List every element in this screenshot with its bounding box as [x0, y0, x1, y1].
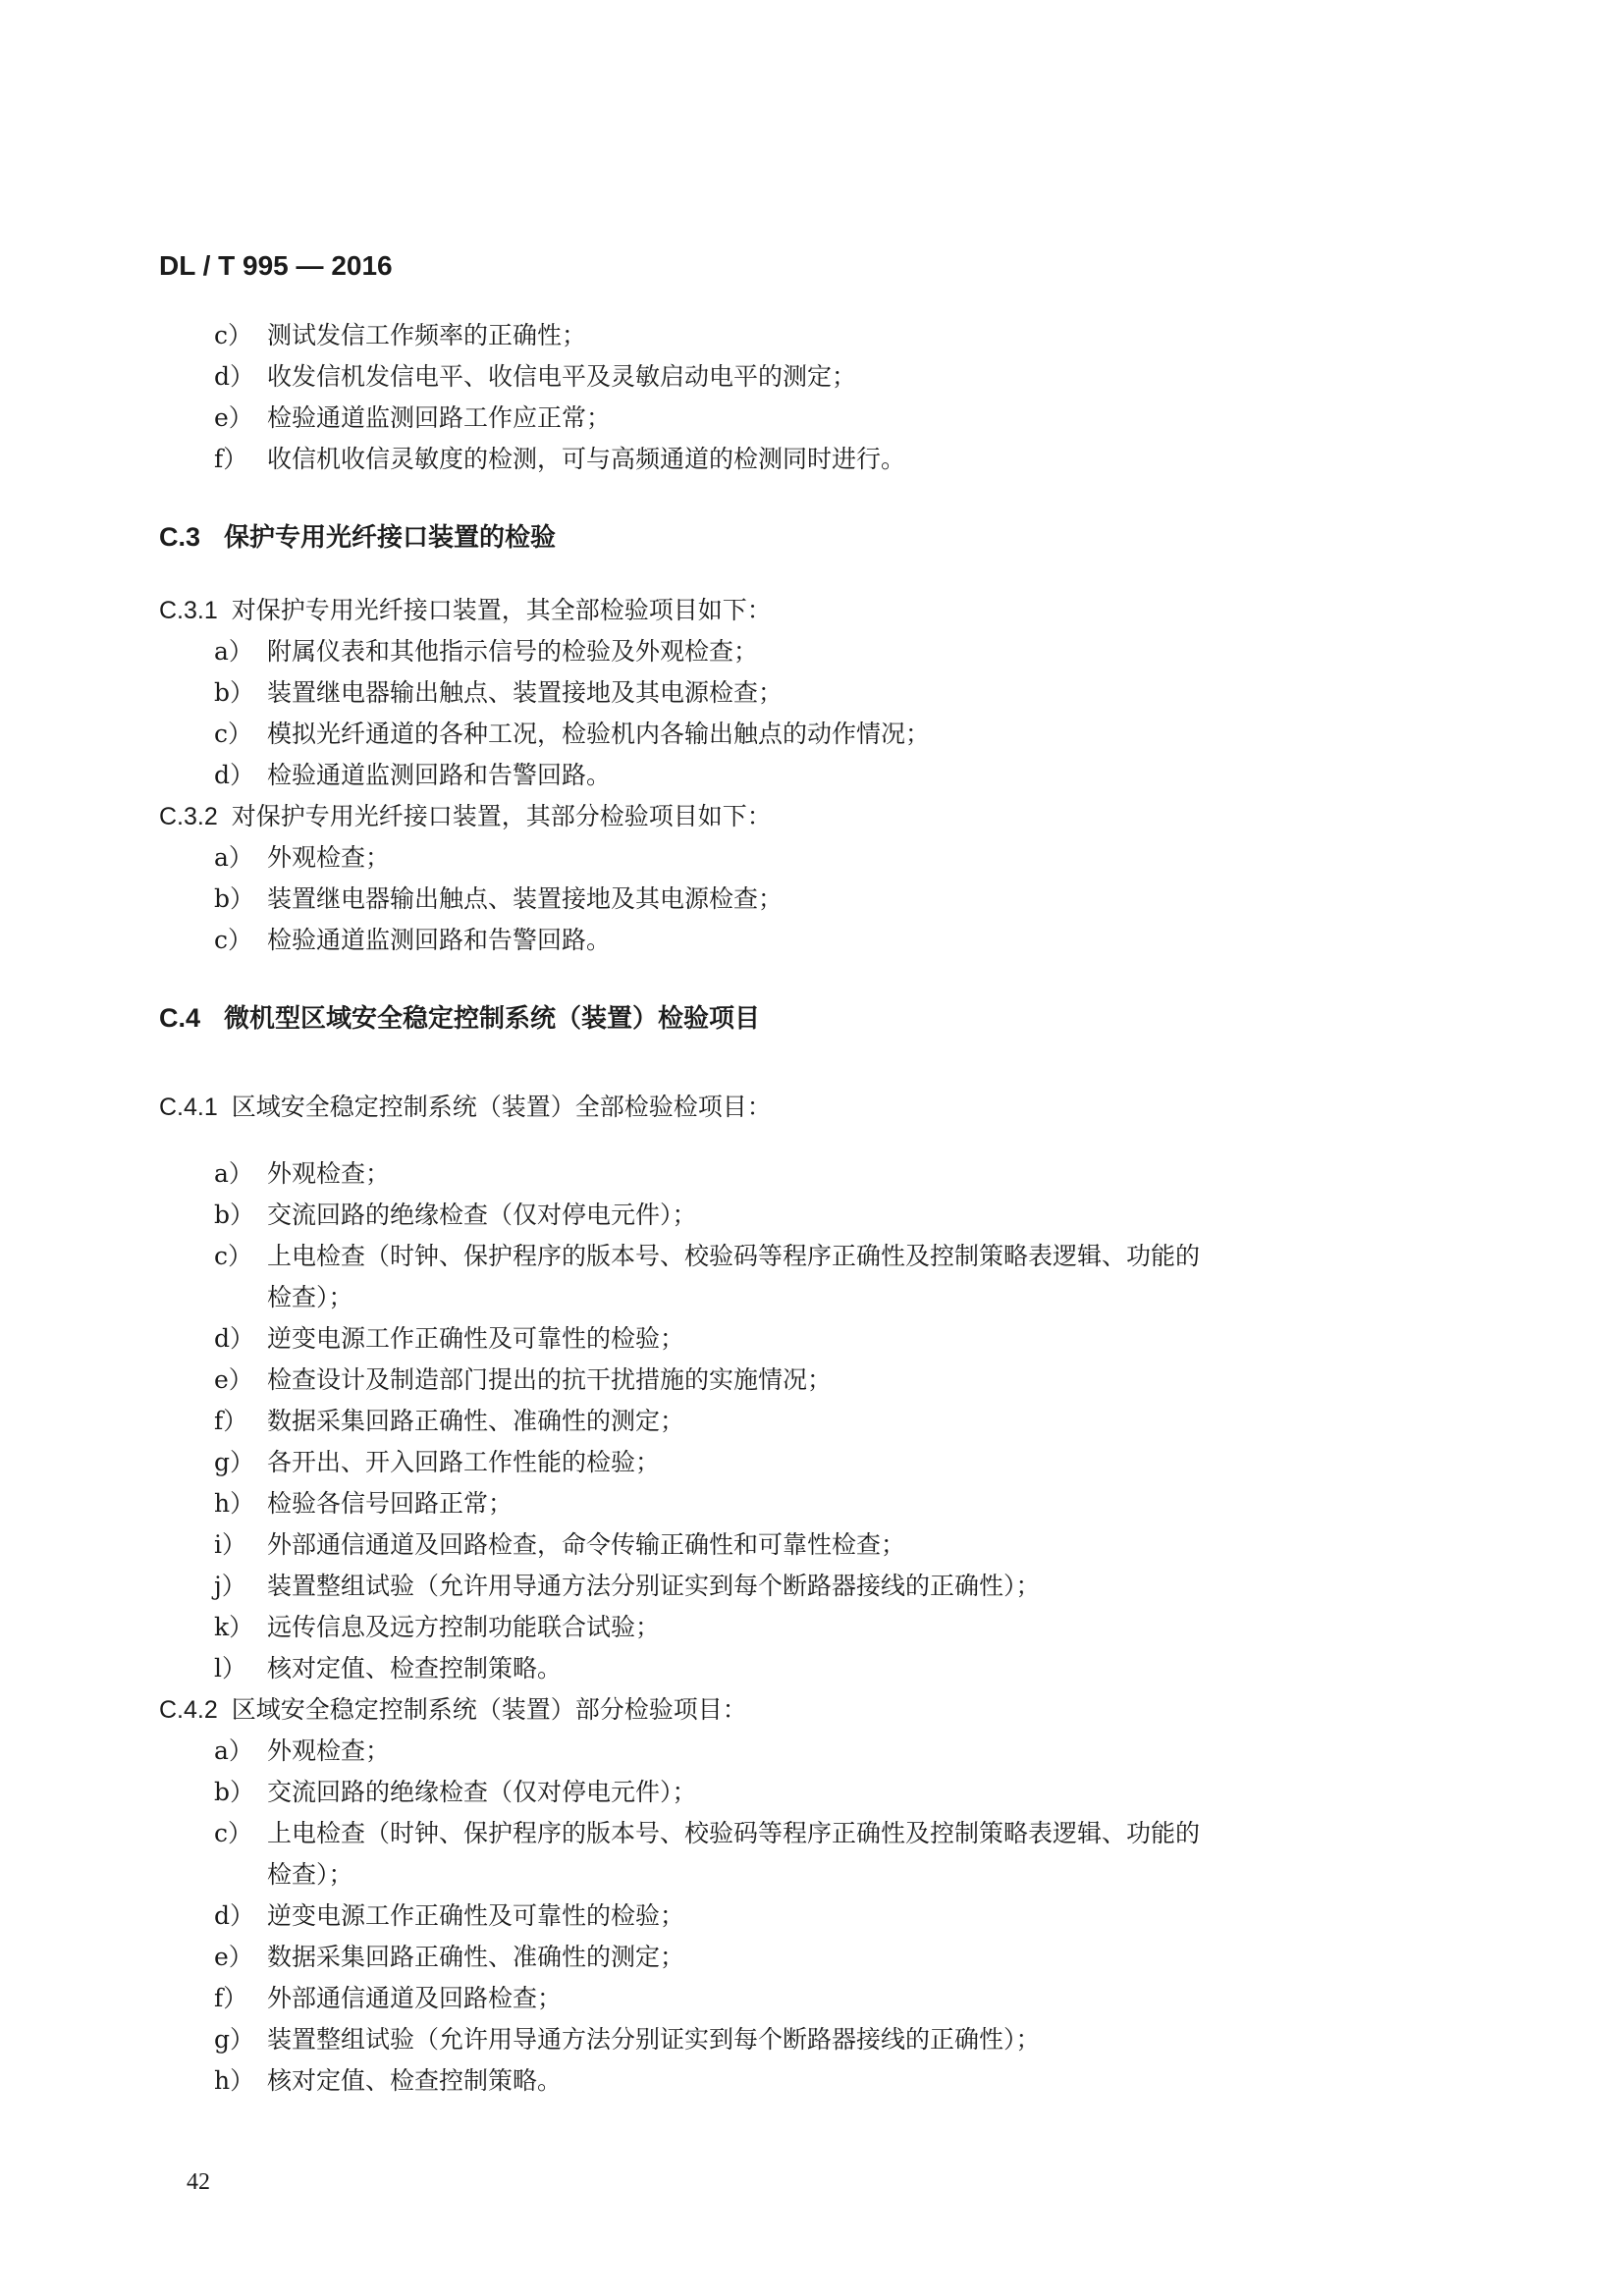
list-item: [214, 1567, 1041, 1602]
item-marker: d）: [214, 1324, 255, 1353]
item-text: 逆变电源工作正确性及可靠性的检验；: [267, 1324, 685, 1353]
item-text: 外部通信通道及回路检查，命令传输正确性和可靠性检查；: [267, 1530, 906, 1559]
item-text: 模拟光纤通道的各种工况，检验机内各输出触点的动作情况；: [267, 720, 931, 748]
item-marker: c）: [214, 1242, 253, 1270]
list-item: [214, 1361, 832, 1396]
clause-c3-1: [159, 591, 772, 626]
section-heading-c4: [159, 998, 760, 1035]
item-marker: a）: [214, 843, 253, 872]
list-item: [214, 440, 905, 475]
list-item: [214, 1443, 660, 1478]
item-text: 检查设计及制造部门提出的抗干扰措施的实施情况；: [267, 1365, 833, 1394]
list-item: [214, 399, 611, 434]
section-number: C.4: [159, 1003, 201, 1033]
item-text: 逆变电源工作正确性及可靠性的检验；: [267, 1901, 685, 1930]
section-title: 保护专用光纤接口装置的检验: [224, 523, 557, 553]
item-continuation: 检查）；: [267, 1860, 353, 1889]
clause-c4-1: [159, 1088, 772, 1123]
list-item: [214, 1525, 905, 1561]
item-marker: f）: [214, 445, 248, 473]
clause-text: 区域安全稳定控制系统（装置）部分检验项目：: [231, 1695, 747, 1724]
item-marker: g）: [214, 1448, 255, 1476]
item-text: 外部通信通道及回路检查；: [267, 1984, 563, 2012]
list-item: [214, 1773, 697, 1808]
clause-c4-2: [159, 1690, 747, 1726]
item-text: 数据采集回路正确性、准确性的测定；: [267, 1407, 685, 1435]
item-text: 上电检查（时钟、保护程序的版本号、校验码等程序正确性及控制策略表逻辑、功能的: [267, 1819, 1201, 1847]
item-marker: l）: [214, 1654, 246, 1682]
item-marker: a）: [214, 637, 253, 666]
list-item: [214, 756, 611, 791]
item-marker: e）: [214, 1365, 253, 1394]
list-item: [214, 1484, 513, 1520]
item-text: 装置继电器输出触点、装置接地及其电源检查；: [267, 884, 784, 913]
item-continuation: 检查）；: [267, 1283, 353, 1311]
list-item: [214, 632, 758, 667]
clause-number: C.3.2: [159, 803, 218, 830]
item-text: 装置整组试验（允许用导通方法分别证实到每个断路器接线的正确性）；: [267, 2025, 1041, 2054]
item-text: 数据采集回路正确性、准确性的测定；: [267, 1943, 685, 1971]
list-item: [214, 1319, 684, 1355]
list-item: [214, 880, 783, 915]
item-text: 检验各信号回路正常；: [267, 1489, 514, 1518]
section-number: C.3: [159, 522, 201, 552]
list-item: [214, 1196, 697, 1231]
list-item: [214, 1402, 684, 1437]
item-marker: f）: [214, 1984, 248, 2012]
list-item: [214, 1732, 390, 1767]
item-marker: a）: [214, 1736, 253, 1765]
item-text: 测试发信工作频率的正确性；: [267, 321, 587, 349]
list-item: [214, 1814, 1200, 1849]
document-header: DL / T 995 — 2016: [159, 250, 393, 281]
item-text: 核对定值、检查控制策略。: [267, 2066, 563, 2095]
item-marker: b）: [214, 1201, 255, 1229]
item-marker: c）: [214, 926, 253, 954]
item-text: 交流回路的绝缘检查（仅对停电元件）；: [267, 1201, 697, 1229]
list-item: [214, 1154, 390, 1190]
list-item: [214, 1649, 562, 1684]
clause-number: C.3.1: [159, 597, 218, 624]
item-marker: g）: [214, 2025, 255, 2054]
item-marker: b）: [214, 884, 255, 913]
item-text: 收信机收信灵敏度的检测，可与高频通道的检测同时进行。: [267, 445, 906, 473]
list-item: [214, 921, 611, 956]
item-text: 外观检查；: [267, 843, 391, 872]
item-text: 远传信息及远方控制功能联合试验；: [267, 1613, 661, 1641]
item-marker: e）: [214, 1943, 253, 1971]
list-item: [214, 838, 390, 874]
item-marker: c）: [214, 1819, 253, 1847]
clause-text: 对保护专用光纤接口装置，其部分检验项目如下：: [231, 802, 772, 830]
clause-c3-2: [159, 797, 772, 832]
list-item: [214, 1896, 684, 1932]
item-text: 外观检查；: [267, 1159, 391, 1188]
item-text: 检验通道监测回路和告警回路。: [267, 926, 612, 954]
list-item: [214, 316, 586, 351]
item-text: 装置整组试验（允许用导通方法分别证实到每个断路器接线的正确性）；: [267, 1572, 1041, 1600]
item-marker: b）: [214, 1778, 255, 1806]
clause-text: 对保护专用光纤接口装置，其全部检验项目如下：: [231, 596, 772, 624]
list-item: [214, 1938, 684, 1973]
item-marker: f）: [214, 1407, 248, 1435]
item-text: 检验通道监测回路工作应正常；: [267, 403, 612, 432]
item-marker: k）: [214, 1613, 254, 1641]
list-item: [214, 1979, 562, 2014]
list-item: [214, 715, 930, 750]
item-text: 核对定值、检查控制策略。: [267, 1654, 563, 1682]
list-item: [214, 673, 783, 709]
item-marker: d）: [214, 362, 255, 391]
item-marker: d）: [214, 761, 255, 789]
item-marker: h）: [214, 2066, 255, 2095]
item-text: 装置继电器输出触点、装置接地及其电源检查；: [267, 678, 784, 707]
item-marker: h）: [214, 1489, 255, 1518]
list-item: [214, 1237, 1200, 1272]
item-marker: d）: [214, 1901, 255, 1930]
item-marker: a）: [214, 1159, 253, 1188]
item-text: 收发信机发信电平、收信电平及灵敏启动电平的测定；: [267, 362, 857, 391]
list-item: [214, 2061, 562, 2097]
item-marker: j）: [214, 1572, 246, 1600]
list-item: [214, 2020, 1041, 2056]
list-item: [214, 357, 856, 393]
section-heading-c3: [159, 517, 556, 554]
clause-text: 区域安全稳定控制系统（装置）全部检验检项目：: [231, 1093, 772, 1121]
clause-number: C.4.1: [159, 1094, 218, 1121]
item-text: 附属仪表和其他指示信号的检验及外观检查；: [267, 637, 759, 666]
section-title: 微机型区域安全稳定控制系统（装置）检验项目: [224, 1004, 761, 1034]
item-text: 检验通道监测回路和告警回路。: [267, 761, 612, 789]
item-marker: e）: [214, 403, 253, 432]
item-marker: c）: [214, 720, 253, 748]
item-text: 各开出、开入回路工作性能的检验；: [267, 1448, 661, 1476]
item-marker: c）: [214, 321, 253, 349]
item-marker: i）: [214, 1530, 246, 1559]
clause-number: C.4.2: [159, 1696, 218, 1724]
item-text: 上电检查（时钟、保护程序的版本号、校验码等程序正确性及控制策略表逻辑、功能的: [267, 1242, 1201, 1270]
page-number: 42: [187, 2169, 210, 2195]
item-text: 交流回路的绝缘检查（仅对停电元件）；: [267, 1778, 697, 1806]
list-item: [214, 1608, 660, 1643]
item-marker: b）: [214, 678, 255, 707]
item-text: 外观检查；: [267, 1736, 391, 1765]
